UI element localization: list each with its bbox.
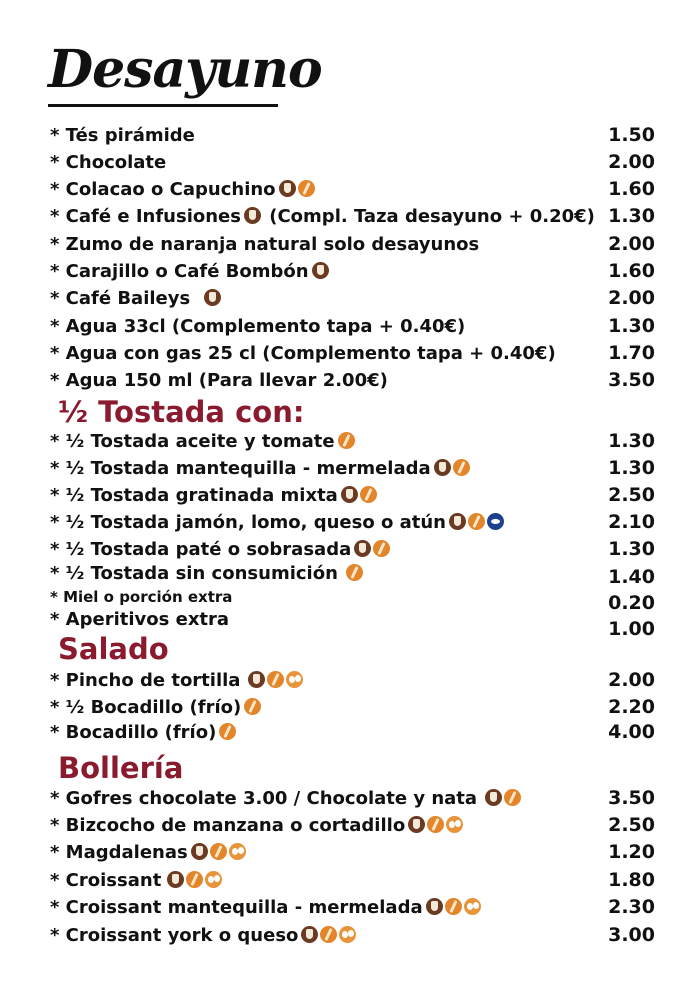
item-price: 2.50 bbox=[608, 814, 655, 836]
menu-item bbox=[50, 536, 655, 563]
menu-item bbox=[50, 785, 655, 812]
milk-icon bbox=[248, 671, 265, 688]
item-price: 2.30 bbox=[608, 896, 655, 918]
gluten-icon bbox=[267, 671, 284, 688]
gluten-icon bbox=[320, 926, 337, 943]
gluten-icon bbox=[445, 898, 462, 915]
item-note: (Compl. Taza desayuno + 0.20€) bbox=[269, 206, 595, 227]
item-price: 4.00 bbox=[608, 721, 655, 743]
milk-icon bbox=[408, 816, 425, 833]
item-price: 1.30 bbox=[608, 430, 655, 452]
menu-title: Desayuno bbox=[48, 39, 322, 100]
gluten-icon bbox=[186, 871, 203, 888]
item-price: 1.60 bbox=[608, 178, 655, 200]
menu-item bbox=[50, 839, 655, 866]
menu-item bbox=[50, 231, 655, 258]
item-name: * Croissant york o queso bbox=[50, 925, 299, 946]
milk-icon bbox=[354, 540, 371, 557]
milk-icon bbox=[301, 926, 318, 943]
item-price: 1.50 bbox=[608, 124, 655, 146]
milk-icon bbox=[449, 513, 466, 530]
item-name: * Bizcocho de manzana o cortadillo bbox=[50, 815, 406, 836]
gluten-icon bbox=[346, 564, 363, 581]
gluten-icon bbox=[360, 486, 377, 503]
item-price: 3.50 bbox=[608, 787, 655, 809]
item-price: 2.00 bbox=[608, 151, 655, 173]
item-price: 1.60 bbox=[608, 260, 655, 282]
menu-item bbox=[50, 922, 655, 949]
milk-icon bbox=[312, 262, 329, 279]
title-underline bbox=[48, 104, 278, 107]
menu-item bbox=[50, 894, 655, 921]
item-name: * Magdalenas bbox=[50, 842, 188, 863]
egg-icon bbox=[446, 816, 463, 833]
menu-item bbox=[50, 482, 655, 509]
item-name: * Gofres chocolate 3.00 / Chocolate y nata bbox=[50, 788, 478, 809]
item-name: * Agua 33cl (Complemento tapa + 0.40€) bbox=[50, 316, 466, 337]
menu-item bbox=[50, 509, 655, 536]
menu-item bbox=[50, 428, 655, 455]
menu-item bbox=[50, 606, 655, 640]
item-price: 2.00 bbox=[608, 287, 655, 309]
item-name: * ½ Tostada jamón, lomo, queso o atún bbox=[50, 512, 446, 533]
item-name: * Café e Infusiones bbox=[50, 206, 241, 227]
item-price: 2.00 bbox=[608, 233, 655, 255]
egg-icon bbox=[339, 926, 356, 943]
gluten-icon bbox=[427, 816, 444, 833]
gluten-icon bbox=[210, 843, 227, 860]
milk-icon bbox=[279, 180, 296, 197]
gluten-icon bbox=[453, 459, 470, 476]
item-price: 1.80 bbox=[608, 869, 655, 891]
item-price: 1.20 bbox=[608, 841, 655, 863]
item-price: 1.30 bbox=[608, 315, 655, 337]
item-name: * ½ Tostada mantequilla - mermelada bbox=[50, 458, 431, 479]
item-price: 2.20 bbox=[608, 696, 655, 718]
egg-icon bbox=[205, 871, 222, 888]
menu-item bbox=[50, 285, 655, 312]
menu-item bbox=[50, 367, 655, 394]
milk-icon bbox=[341, 486, 358, 503]
gluten-icon bbox=[373, 540, 390, 557]
milk-icon bbox=[426, 898, 443, 915]
menu-item bbox=[50, 258, 655, 285]
item-name: * ½ Bocadillo (frío) bbox=[50, 697, 242, 718]
menu-item bbox=[50, 560, 655, 587]
milk-icon bbox=[244, 207, 261, 224]
menu-item bbox=[50, 203, 655, 230]
item-price: 1.30 bbox=[608, 457, 655, 479]
item-price: 1.00 bbox=[608, 618, 655, 640]
menu-item bbox=[50, 313, 655, 340]
gluten-icon bbox=[504, 789, 521, 806]
item-name: * ½ Tostada gratinada mixta bbox=[50, 485, 338, 506]
item-price: 1.30 bbox=[608, 205, 655, 227]
gluten-icon bbox=[468, 513, 485, 530]
item-name: * Zumo de naranja natural solo desayunos bbox=[50, 234, 480, 255]
menu-item bbox=[50, 694, 655, 721]
milk-icon bbox=[204, 289, 221, 306]
section-heading-bolleria: Bollería bbox=[58, 751, 184, 785]
menu-item bbox=[50, 812, 655, 839]
menu-item bbox=[50, 667, 655, 694]
milk-icon bbox=[191, 843, 208, 860]
milk-icon bbox=[485, 789, 502, 806]
gluten-icon bbox=[244, 698, 261, 715]
menu-item bbox=[50, 176, 655, 203]
item-name: * Miel o porción extra bbox=[50, 588, 233, 606]
milk-icon bbox=[167, 871, 184, 888]
fish-icon bbox=[487, 513, 504, 530]
egg-icon bbox=[464, 898, 481, 915]
item-name: * Bocadillo (frío) bbox=[50, 722, 217, 743]
item-name: * Café Baileys bbox=[50, 288, 191, 309]
item-name: * Croissant bbox=[50, 870, 162, 891]
gluten-icon bbox=[338, 432, 355, 449]
item-price: 0.20 bbox=[608, 592, 655, 614]
gluten-icon bbox=[219, 723, 236, 740]
item-name: * ½ Tostada sin consumición bbox=[50, 563, 338, 584]
item-price: 2.10 bbox=[608, 511, 655, 533]
item-name: * Chocolate bbox=[50, 152, 167, 173]
menu-item bbox=[50, 340, 655, 367]
menu-item bbox=[50, 455, 655, 482]
item-price: 1.70 bbox=[608, 342, 655, 364]
egg-icon bbox=[229, 843, 246, 860]
section-heading-salado: Salado bbox=[58, 632, 169, 666]
egg-icon bbox=[286, 671, 303, 688]
item-name: * ½ Tostada paté o sobrasada bbox=[50, 539, 352, 560]
item-name: * Aperitivos extra bbox=[50, 609, 230, 630]
menu-item bbox=[50, 719, 655, 746]
item-name: * Carajillo o Café Bombón bbox=[50, 261, 309, 282]
item-name: * Croissant mantequilla - mermelada bbox=[50, 897, 423, 918]
item-price: 1.30 bbox=[608, 538, 655, 560]
gluten-icon bbox=[298, 180, 315, 197]
item-name: * ½ Tostada aceite y tomate bbox=[50, 431, 335, 452]
item-name: * Agua 150 ml (Para llevar 2.00€) bbox=[50, 370, 388, 391]
item-name: * Colacao o Capuchino bbox=[50, 179, 276, 200]
item-price: 2.00 bbox=[608, 669, 655, 691]
milk-icon bbox=[434, 459, 451, 476]
item-price: 1.40 bbox=[608, 566, 655, 588]
item-price: 3.50 bbox=[608, 369, 655, 391]
menu-item bbox=[50, 122, 655, 149]
item-price: 2.50 bbox=[608, 484, 655, 506]
item-name: * Tés pirámide bbox=[50, 125, 195, 146]
section-heading-tostada: ½ Tostada con: bbox=[58, 395, 305, 429]
item-name: * Agua con gas 25 cl (Complemento tapa + 0.40€) bbox=[50, 343, 556, 364]
menu-item bbox=[50, 149, 655, 176]
item-name: * Pincho de tortilla bbox=[50, 670, 241, 691]
item-price: 3.00 bbox=[608, 924, 655, 946]
menu-item bbox=[50, 867, 655, 894]
